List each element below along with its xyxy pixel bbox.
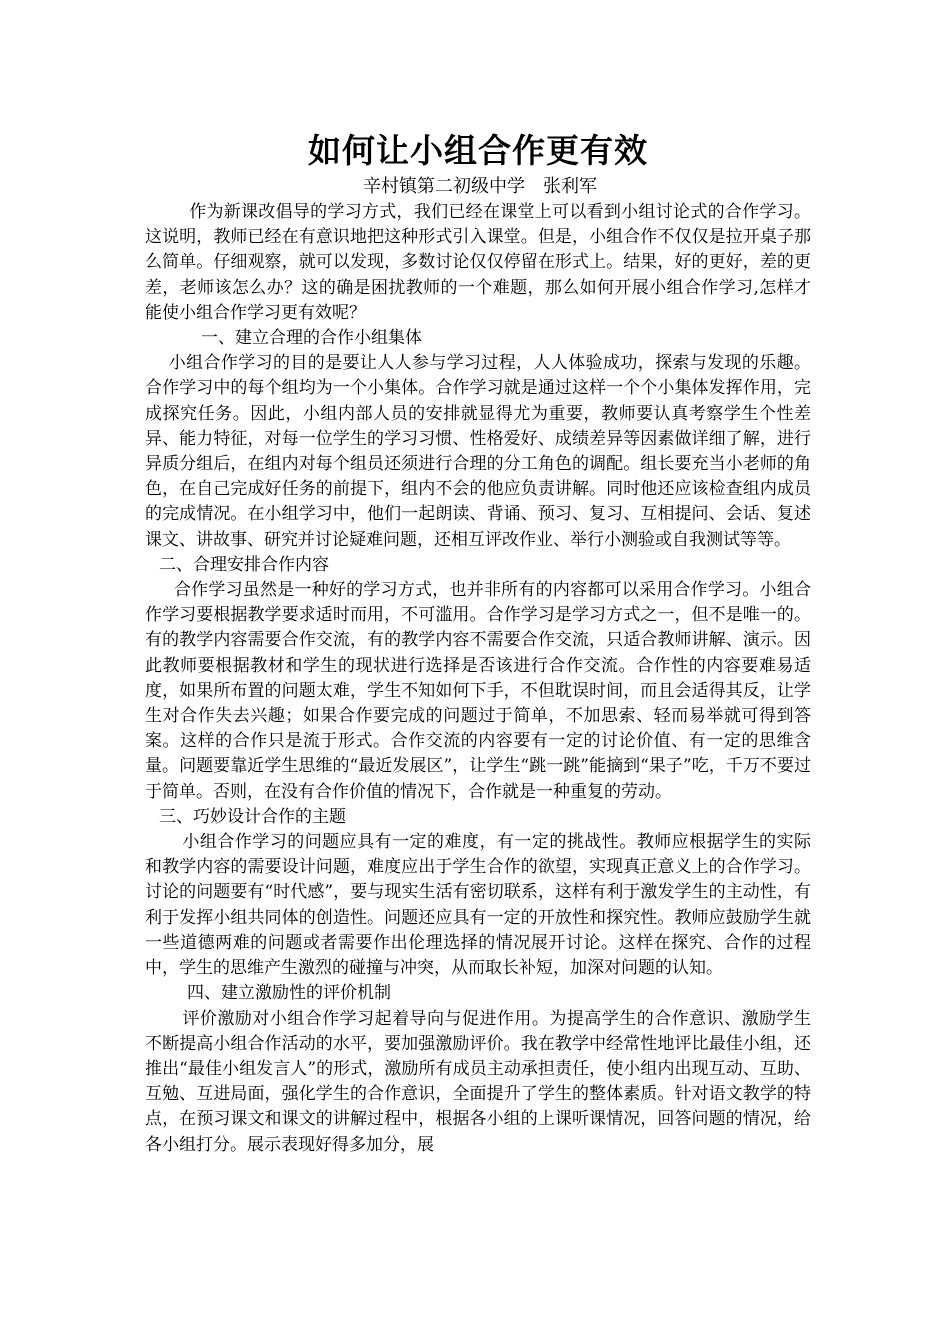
section-heading-3: 三、巧妙设计合作的主题 bbox=[159, 806, 346, 827]
author-byline: 辛村镇第二初级中学 张利军 bbox=[363, 176, 597, 197]
section-heading-2: 二、合理安排合作内容 bbox=[159, 554, 329, 575]
section-body-1: 小组合作学习的目的是要让人人参与学习过程，人人体验成功，探索与发现的乐趣。合作学习中的每个组均为一个小集体。合作学习就是通过这样一个个小集体发挥作用，完成探究任务。因此，小组内部人员的安排就显得尤为重要，教师要认真考察学生个性差异、能力特征，对每一位学生的学习习惯、性格爱好、成绩差异等因素做详细了解，进行异质分组后，在组内对每个组员还须进行合理的分工角色的调配。组长要充当小老师的角色，在自己完成好任务的前提下，组内不会的他应负责讲解。同时他还应该检查组内成员的完成情况。在小组学习中，他们一起朗读、背诵、预习、复习、互相提问、会话、复述课文、讲故事、研究并讨论疑难问题，还相互评改作业、举行小测验或自我测试等等。 bbox=[145, 353, 811, 550]
document-content bbox=[145, 128, 811, 1158]
intro-paragraph: 作为新课改倡导的学习方式，我们已经在课堂上可以看到小组讨论式的合作学习。这说明，教师已经在有意识地把这种形式引入课堂。但是，小组合作不仅仅是拉开桌子那么简单。仔细观察，就可以发现，多数讨论仅仅停留在形式上。结果，好的更好，差的更差，老师该怎么办？这的确是困扰教师的一个难题，那么如何开展小组合作学习,怎样才能使小组合作学习更有效呢？ bbox=[145, 202, 811, 323]
section-heading-4: 四、建立激励性的评价机制 bbox=[187, 983, 391, 1004]
section-body-2: 合作学习虽然是一种好的学习方式，也并非所有的内容都可以采用合作学习。小组合作学习要根据教学要求适时而用，不可滥用。合作学习是学习方式之一，但不是唯一的。有的教学内容需要合作交流，有的教学内容不需要合作交流，只适合教师讲解、演示。因此教师要根据教材和学生的现状进行选择是否该进行合作交流。合作性的内容要难易适度，如果所布置的问题太难，学生不知如何下手，不但耽误时间，而且会适得其反，让学生对合作失去兴趣；如果合作要完成的问题过于简单，不加思索、轻而易举就可得到答案。这样的合作只是流于形式。合作交流的内容要有一定的讨论价值、有一定的思维含量。问题要靠近学生思维的“最近发展区”，让学生“跳一跳”能摘到“果子”吃，千万不要过于简单。否则，在没有合作价值的情况下，合作就是一种重复的劳动。 bbox=[145, 580, 811, 802]
document-title: 如何让小组合作更有效 bbox=[308, 131, 648, 170]
section-body-3: 小组合作学习的问题应具有一定的难度，有一定的挑战性。教师应根据学生的实际和教学内容的需要设计问题，难度应出于学生合作的欲望，实现真正意义上的合作学习。讨论的问题要有“时代感”，要与现实生活有密切联系，这样有利于激发学生的主动性，有利于发挥小组共同体的创造性。问题还应具有一定的开放性和探究性。教师应鼓励学生就一些道德两难的问题或者需要作出伦理选择的情况展开讨论。这样在探究、合作的过程中，学生的思维产生激烈的碰撞与冲突，从而取长补短，加深对问题的认知。 bbox=[145, 832, 811, 979]
section-body-4: 评价激励对小组合作学习起着导向与促进作用。为提高学生的合作意识、激励学生不断提高小组合作活动的水平，要加强激励评价。我在教学中经常性地评比最佳小组，还推出“最佳小组发言人”的形式，激励所有成员主动承担责任，使小组内出现互动、互助、互勉、互进局面，强化学生的合作意识，全面提升了学生的整体素质。针对语文教学的特点，在预习课文和课文的讲解过程中，根据各小组的上课听课情况，回答问题的情况，给各小组打分。展示表现好得多加分，展 bbox=[145, 1008, 811, 1155]
section-heading-1: 一、建立合理的合作小组集体 bbox=[201, 328, 422, 349]
